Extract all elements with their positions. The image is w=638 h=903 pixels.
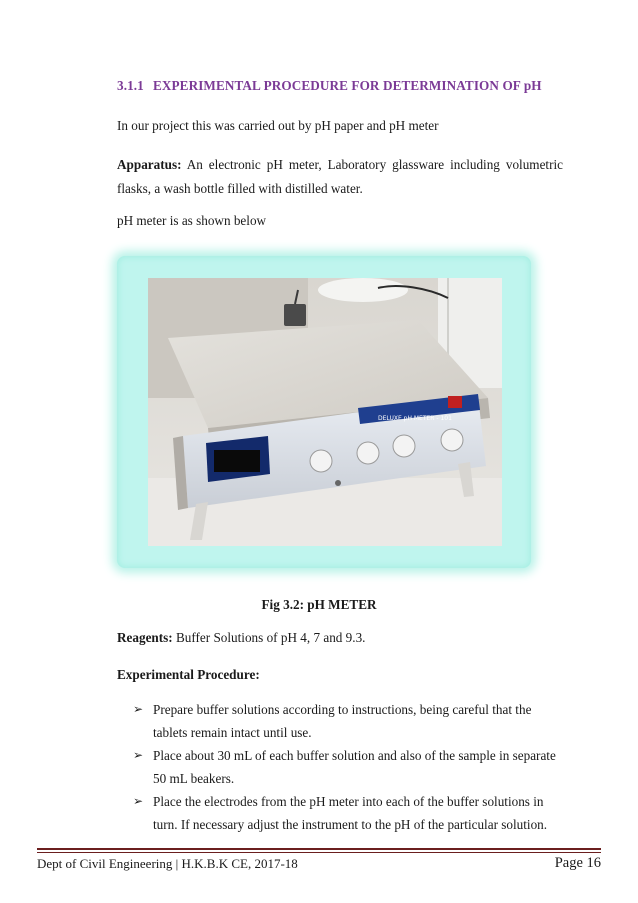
list-item bbox=[133, 790, 563, 836]
intro-paragraph: In our project this was carried out by pH paper and pH meter bbox=[117, 118, 439, 133]
figure-caption: Fig 3.2: pH METER bbox=[261, 597, 377, 612]
reagents-paragraph bbox=[117, 626, 563, 650]
section-heading bbox=[117, 78, 587, 94]
step-text: Prepare buffer solutions according to instructions, being careful that the tablets remain intact until use. bbox=[153, 702, 532, 740]
reagents-label: Reagents: bbox=[117, 630, 173, 645]
reagents-text: Buffer Solutions of pH 4, 7 and 9.3. bbox=[172, 630, 366, 645]
step-text: Place about 30 mL of each buffer solution and also of the sample in separate 50 mL beakers. bbox=[153, 748, 556, 786]
device-label-text: DELUXE pH METER - 101 bbox=[378, 415, 452, 422]
procedure-heading: Experimental Procedure: bbox=[117, 667, 260, 682]
ph-meter-photo bbox=[148, 278, 502, 546]
bullet-arrow-icon: ➢ bbox=[133, 702, 144, 716]
footer-rule bbox=[37, 848, 601, 850]
apparatus-text: An electronic pH meter, Laboratory glassware including volumetric flasks, a wash bottle filled with distilled water. bbox=[117, 157, 563, 196]
bullet-arrow-icon: ➢ bbox=[133, 794, 144, 808]
list-item bbox=[133, 744, 563, 790]
apparatus-label: Apparatus: bbox=[117, 157, 182, 172]
ph-meter-line: pH meter is as shown below bbox=[117, 213, 267, 228]
footer-rule-thin bbox=[37, 852, 601, 853]
list-item bbox=[133, 698, 563, 744]
step-text: Place the electrodes from the pH meter into each of the buffer solutions in turn. If necessary adjust the instrument to the pH of the particular solution. bbox=[153, 794, 548, 832]
footer-department: Dept of Civil Engineering | H.K.B.K CE, 2017-18 bbox=[37, 856, 298, 871]
section-title: EXPERIMENTAL PROCEDURE FOR DETERMINATION OF pH bbox=[153, 78, 542, 93]
bullet-arrow-icon: ➢ bbox=[133, 748, 144, 762]
procedure-steps-list bbox=[133, 698, 563, 836]
section-number: 3.1.1 bbox=[117, 78, 144, 93]
apparatus-paragraph bbox=[117, 153, 563, 201]
page-number: Page 16 bbox=[554, 855, 601, 871]
